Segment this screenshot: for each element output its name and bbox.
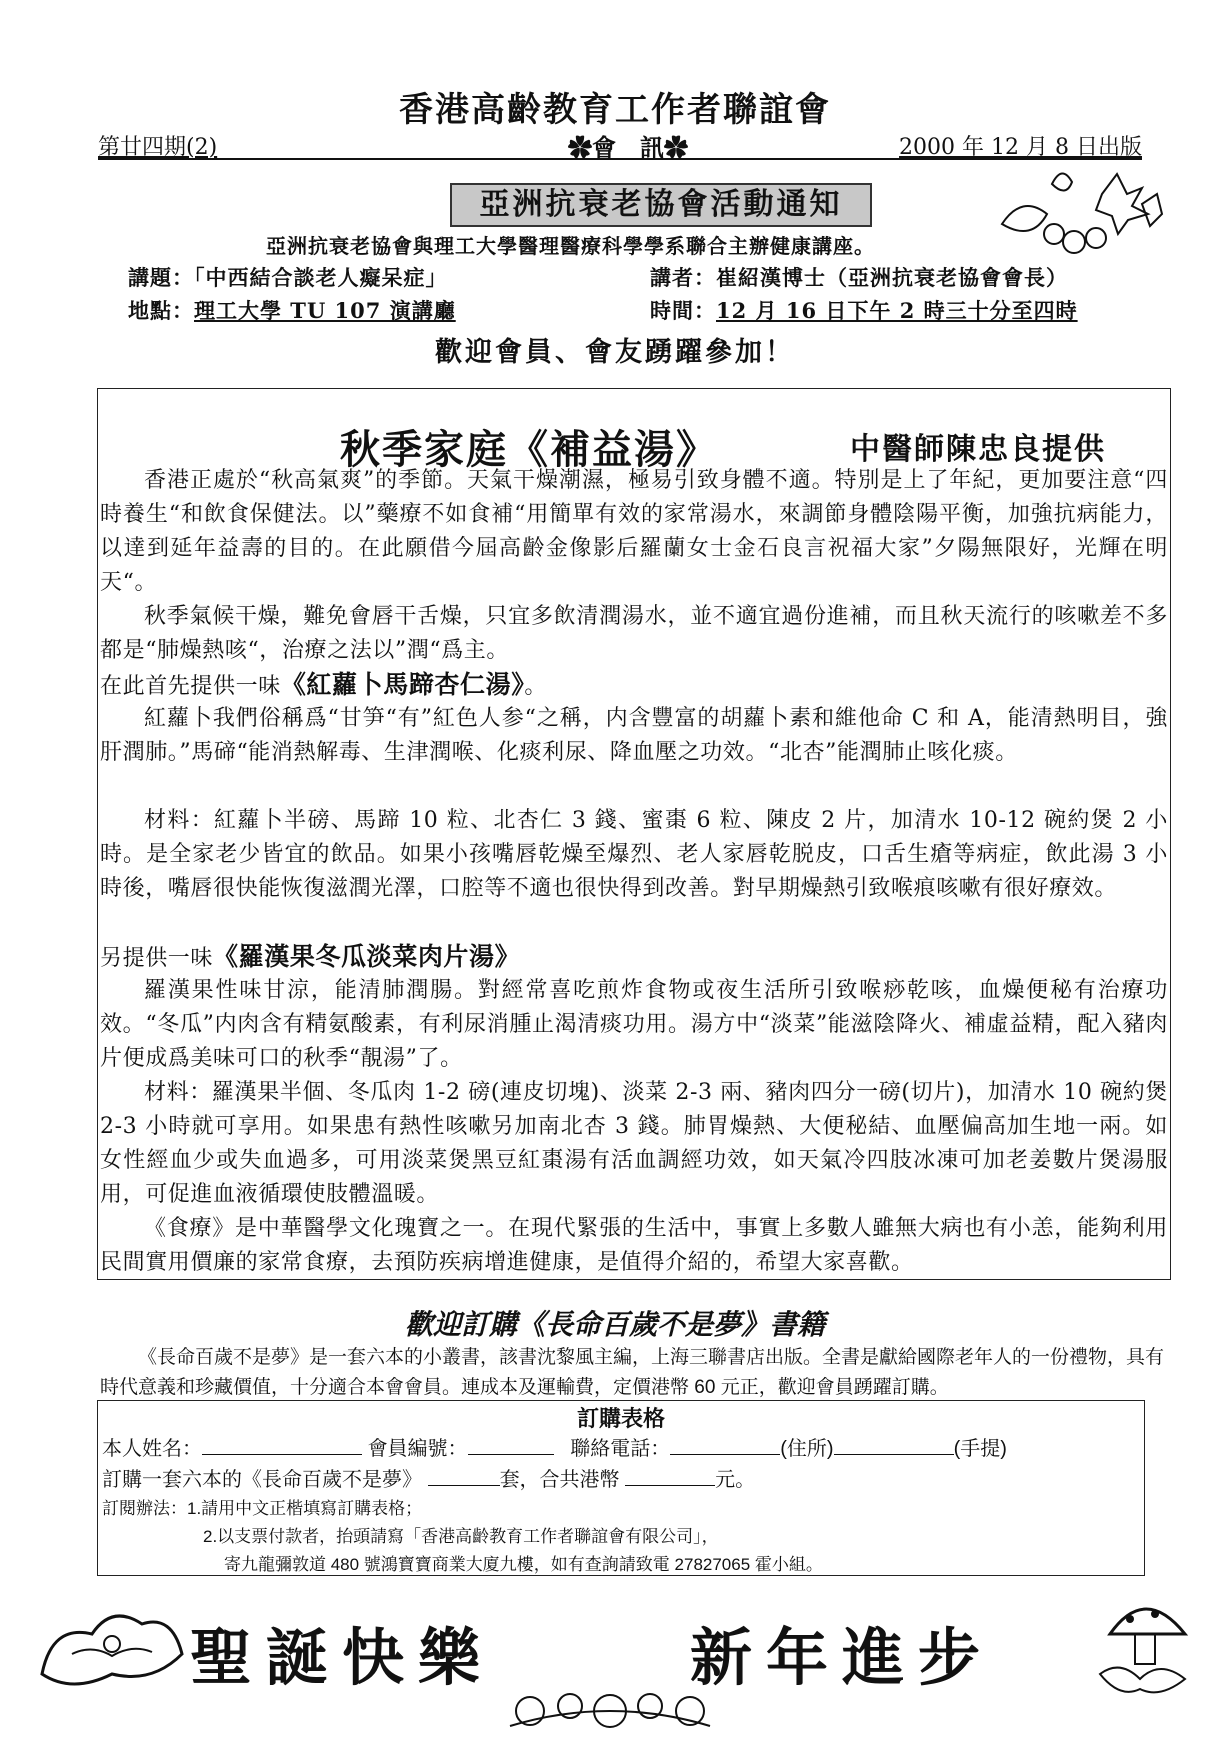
order-text: 訂購一套六本的《長命百歲不是夢》 [102,1469,422,1491]
home-phone-label: (住所) [780,1438,834,1460]
mobile-phone-label: (手提) [953,1438,1007,1460]
mushroom-holly-icon [1090,1574,1200,1704]
method-step-2: 2.以支票付款者，抬頭請寫「香港高齡教育工作者聯誼會有限公司」， [203,1527,719,1546]
recipe-heading-2 [100,940,1168,976]
book-title: 歡迎訂購《長命百歲不是夢》書籍 [404,1308,825,1341]
method-label: 訂閱辦法： [102,1499,187,1518]
phone-label: 聯絡電話： [570,1438,671,1460]
article-paragraph: 材料：紅蘿卜半磅、馬蹄 10 粒、北杏仁 3 錢、蜜棗 6 粒、陳皮 2 片，加清水 10-12 碗約煲 2 小時。是全家老少皆宜的飲品。如果小孩嘴唇乾燥至爆烈、老人家唇乾脱皮，口舌生瘡等病症，飲此湯 3 小時後，嘴唇很快能恢復滋潤光澤，口腔等不適也很快得到改善。對早期燥熱引致喉痕咳嗽有很好療效。 [100,808,1168,901]
article-paragraph: 材料：羅漢果半個、冬瓜肉 1-2 磅(連皮切塊)、淡菜 2-3 兩、豬肉四分一磅(切片)，加清水 10 碗約煲 2-3 小時就可享用。如果患有熱性咳嗽另加南北杏 3 錢。肺胃燥熱、大便秘結、血壓偏高加生地一兩。如女性經血少或失血過多，可用淡菜煲黑豆紅棗湯有活血調經功效，如天氣冷四肢冰凍可加老姜數片煲湯服用，可促進血液循環使肢體溫暖。 [100,1080,1168,1207]
publish-date: 2000 年 12 月 8 日出版 [899,135,1142,160]
speaker-line [650,262,1068,292]
recipe-name: 《羅漢果冬瓜淡菜肉片湯》 [213,942,521,971]
sets-label: 套，合共港幣 [499,1469,620,1491]
issue-number: 第廿四期(2) [98,135,218,160]
method-step-3: 寄九龍彌敦道 480 號鴻寶寶商業大廈九樓，如有查詢請致電 27827065 霍小組。 [224,1555,823,1574]
member-number-label: 會員編號： [367,1438,468,1460]
topic-label: 講題： [128,265,194,290]
sets-quantity-field[interactable] [428,1465,500,1486]
flower-leaf-icon [32,1594,192,1698]
name-label: 本人姓名： [102,1438,202,1460]
article-paragraph: 羅漢果性味甘涼，能清肺潤腸。對經常喜吃煎炸食物或夜生活所引致喉痧乾咳，血燥便秘有治療功效。“冬瓜”内肉含有精氨酸素，有利尿消腫止渴清痰功用。湯方中“淡菜”能滋陰降火、補虛益精，配入豬肉片便成爲美味可口的秋季“靚湯”了。 [100,978,1168,1071]
soup-article-credit: 中醫師陳忠良提供 [850,432,1106,467]
notice-title: 亞洲抗衰老協會活動通知 [450,183,872,227]
recipe-heading-prefix: 在此首先提供一味 [100,674,281,699]
soup-article-title: 秋季家庭《補益湯》 [340,426,718,473]
member-number-field[interactable] [468,1434,554,1455]
issue-row [98,128,1142,160]
topic-value: 「中西結合談老人癡呆症」 [194,265,448,290]
home-phone-field[interactable] [670,1434,780,1455]
article-paragraph: 紅蘿卜我們俗稱爲“甘笋“有”紅色人参“之稱，内含豐富的胡蘿卜素和維他命 C 和 A，能清熱明目，強肝潤肺。”馬碲“能消熱解毒、生津潤喉、化痰利尿、降血壓之功效。“北杏”能潤肺止咳化痰。 [100,706,1168,765]
recipe-heading-1 [100,668,1168,704]
flower-border-icon [500,1676,720,1736]
venue-label: 地點： [128,298,194,323]
welcome-line: 歡迎會員、會友踴躍參加！ [435,337,795,368]
recipe-name: 《紅蘿卜馬蹄杏仁湯》 [280,670,525,699]
recipe-heading-suffix: 。 [524,674,547,699]
topic-line [128,262,448,292]
venue-line [128,295,456,325]
org-title: 香港高齡教育工作者聯誼會 [399,90,831,130]
order-form-row-contact [102,1432,1007,1461]
christmas-greeting: 聖誕快樂 [190,1621,495,1694]
dollar-label: 元。 [715,1469,756,1491]
total-amount-field[interactable] [625,1465,715,1486]
mobile-phone-field[interactable] [834,1434,954,1455]
newsletter-label: ✿會 訊✿ [568,133,688,162]
method-step-1: 1.請用中文正楷填寫訂購表格； [187,1499,423,1518]
name-field[interactable] [202,1434,362,1455]
time-value: 12 月 16 日下午 2 時三十分至四時 [716,298,1078,323]
notice-intro: 亞洲抗衰老協會與理工大學醫理醫療科學學系聯合主辦健康講座。 [266,234,875,258]
time-line [650,295,1078,325]
article-paragraph: 香港正處於“秋高氣爽”的季節。天氣干燥潮濕，極易引致身體不適。特別是上了年紀，更加要注意“四時養生“和飲食保健法。以”藥療不如食補“用簡單有效的家常湯水，來調節身體陰陽平衡，加強抗病能力，以達到延年益壽的目的。在此願借今屆高齡金像影后羅蘭女士金石良言祝福大家”夕陽無限好，光輝在明天“。 [100,468,1168,595]
book-description: 《長命百歲不是夢》是一套六本的小叢書，該書沈黎風主編，上海三聯書店出版。全書是獻給國際老年人的一份禮物，具有時代意義和珍藏價值，十分適合本會會員。連成本及運輸費，定價港幣 60 元正，歡迎會員踴躍訂購。 [100,1347,1165,1398]
speaker-label: 講者： [650,265,716,290]
autumn-leaves-icon [992,164,1168,260]
new-year-greeting: 新年進步 [690,1621,995,1694]
order-form-row-quantity [102,1463,755,1492]
speaker-value: 崔紹漢博士（亞洲抗衰老協會會長） [716,265,1068,290]
article-paragraph: 《食療》是中華醫學文化瑰寶之一。在現代緊張的生活中，事實上多數人雖無大病也有小恙，能夠利用民間實用價廉的家常食療，去預防疾病增進健康，是值得介紹的，希望大家喜歡。 [100,1216,1168,1275]
time-label: 時間： [650,298,716,323]
order-method-row [102,1494,422,1519]
recipe-heading-prefix: 另提供一味 [100,946,214,971]
venue-value: 理工大學 TU 107 演講廳 [194,298,456,323]
article-paragraph: 秋季氣候干燥，難免會唇干舌燥，只宜多飲清潤湯水，並不適宜過份進補，而且秋天流行的咳嗽差不多都是“肺燥熱咳“，治療之法以”潤“爲主。 [100,604,1168,663]
order-form-title: 訂購表格 [576,1406,665,1431]
